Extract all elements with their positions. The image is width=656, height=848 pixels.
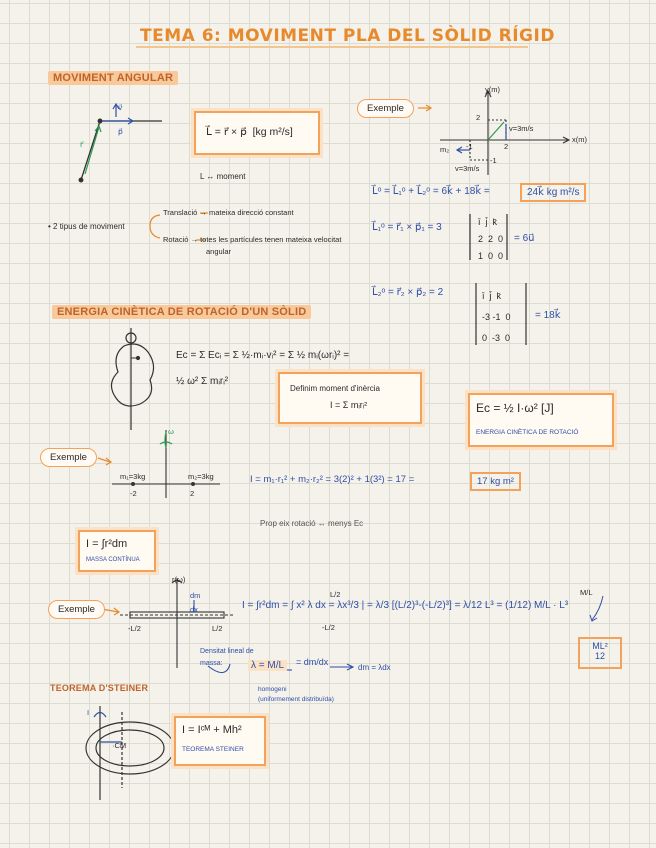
note-tipus-moviment: • 2 tipus de moviment (48, 222, 125, 231)
note-L: L ↔ moment (200, 172, 246, 181)
note-rotacio: Rotació → totes les partícules tenen mateixa velocitat (163, 235, 342, 244)
example-badge-3: Exemple (48, 600, 105, 619)
formula-box-L: L⃗ = r⃗ × p⃗ [kg m²/s] (194, 111, 320, 155)
two-masses-diagram (112, 430, 220, 498)
box-ec-rotacio: Ec = ½ I·ω² [J] ENERGIA CINÈTICA DE ROTACIÓ (468, 393, 614, 447)
note-prop-eix: Prop eix rotació ↔ menys Ec (260, 519, 364, 528)
box-steiner: I = Iᶜᴹ + Mh² TEOREMA STEINER (174, 716, 266, 766)
section-teorema-steiner: TEOREMA D'STEINER (50, 683, 149, 693)
box-moment-inercia: Definim moment d'inèrcia I = Σ mᵢrᵢ² (278, 372, 422, 424)
steiner-sketch (86, 706, 174, 800)
example-axes (440, 91, 569, 175)
example-badge-2: Exemple (40, 448, 97, 467)
formula-ec-sum: Ec = Σ Ecᵢ = Σ ½·mᵢ·vᵢ² = Σ ½ mᵢ(ωrᵢ)² = (176, 350, 350, 361)
box-I-integral: I = ∫r²dm MASSA CONTÍNUA (78, 530, 156, 572)
example-badge-1: Exemple (357, 99, 414, 118)
section-moviment-angular: MOVIMENT ANGULAR (48, 72, 178, 84)
rigid-body-sketch (111, 328, 153, 430)
formula-I-example: I = m₁·r₁² + m₂·r₂² = 3(2)² + 1(3²) = 17 = (250, 474, 415, 485)
note-translacio: Translació → mateixa direcció constant (163, 208, 294, 217)
page-title: TEMA 6: MOVIMENT PLA DEL SÒLID RÍGID (140, 26, 555, 46)
ec-formula: Ec = ½ I·ω² [J] (476, 401, 554, 415)
section-energia-cinetica: ENERGIA CINÈTICA DE ROTACIÓ D'UN SÒLID (52, 306, 311, 318)
formula-rod-integral: I = ∫r²dm = ∫ x² λ dx = λx³/3 | = λ/3 [(L/2)³-(-L/2)³] = λ/12 L³ = (1/12) M/L · L³ (242, 600, 569, 611)
formula-L-total: L⃗ᵒ = L⃗₁ᵒ + L⃗₂ᵒ = 6k⃗ + 18k⃗ = (372, 186, 490, 197)
